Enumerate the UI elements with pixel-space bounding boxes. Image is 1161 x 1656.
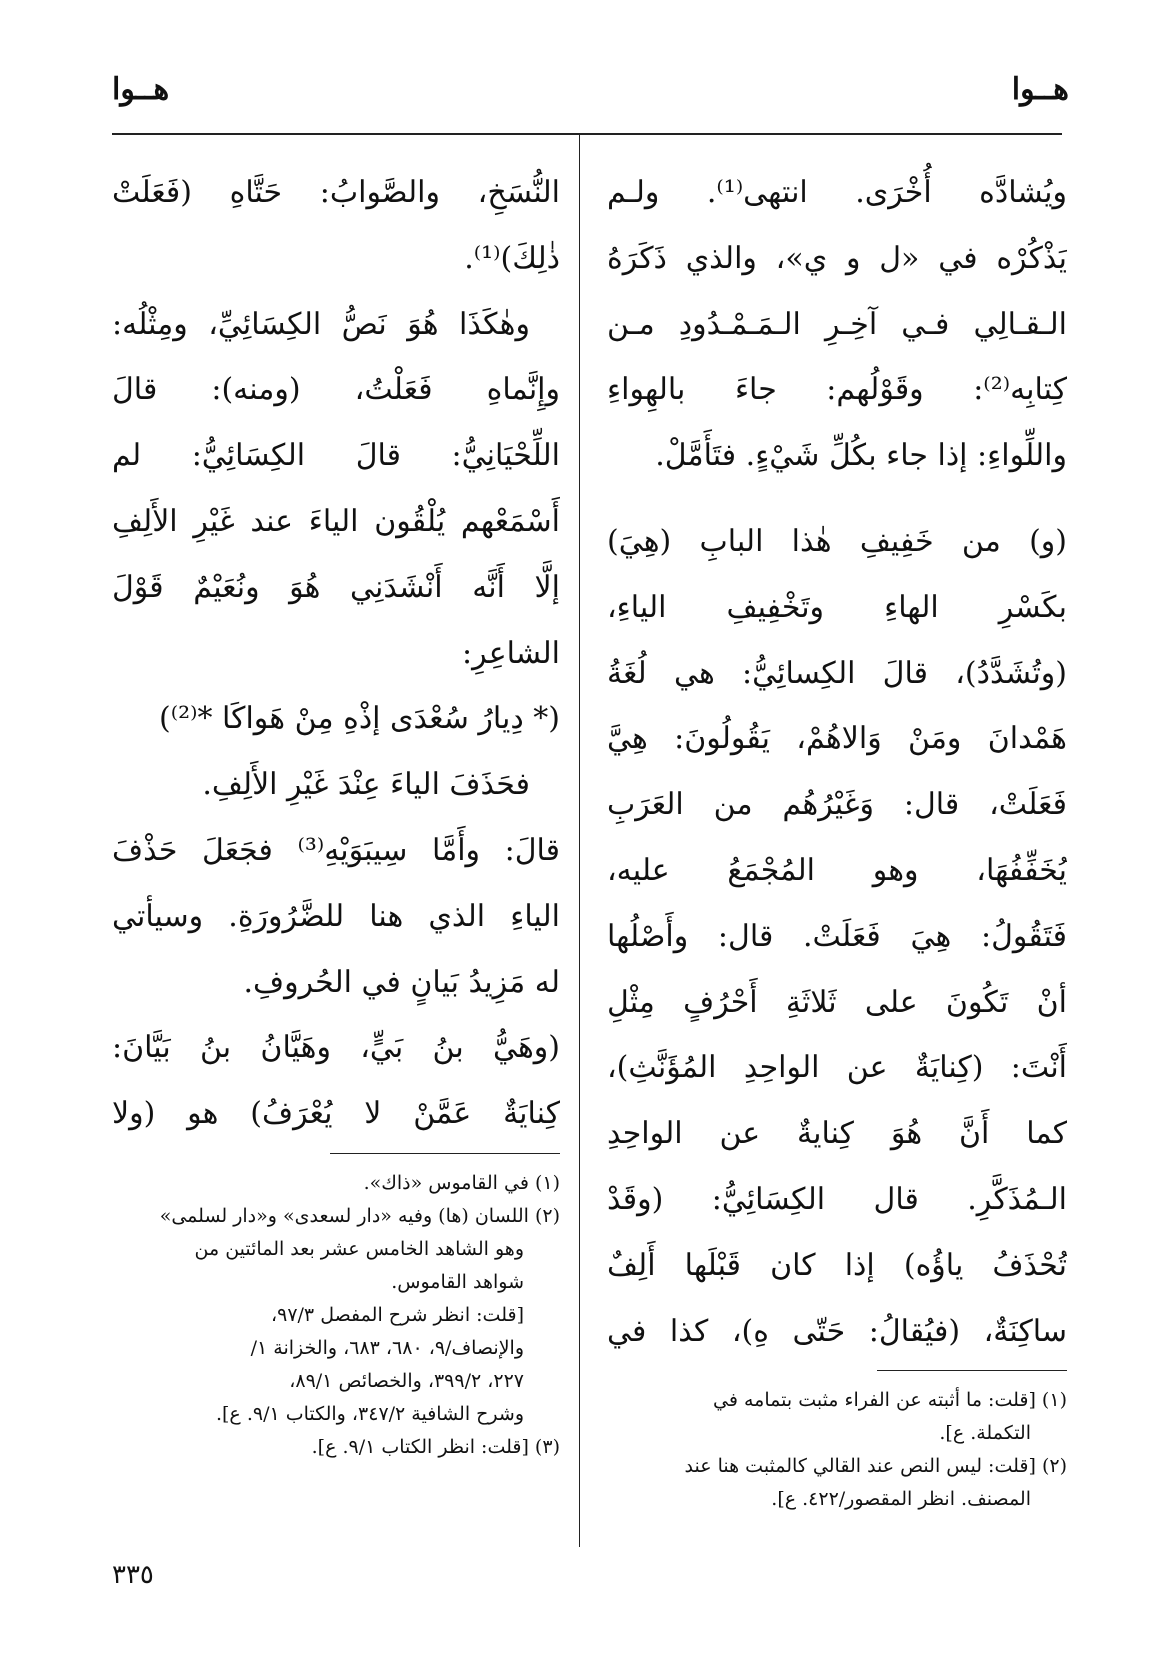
verse-line: (* دِيارُ سُعْدَى إذْهِ مِنْ هَواكَا *⁽²⁾)	[159, 701, 560, 737]
footnote-line: (١) في القاموس «ذاك».	[363, 1172, 560, 1194]
footnote-line: التكملة. ع].	[939, 1422, 1031, 1444]
left-footnotes	[112, 1167, 560, 1464]
text-line: له مَزِيدُ بَيانٍ في الحُروفِ.	[243, 964, 560, 1000]
text-line: أَسْمَعْهم يُلْقُون الياءَ عند غَيْرِ الأَلِفِ	[112, 503, 560, 539]
footnote-rule-left	[330, 1153, 560, 1154]
text-line: اللِّحْيَانِيُّ: قالَ الكِسَائِيُّ: لم	[112, 438, 560, 474]
footnote-line: (١) [قلت: ما أثبته عن الفراء مثبت بتمامه في	[713, 1389, 1067, 1411]
text-line: (وهَيُّ بنُ بَيٍّ، وهَيَّانُ بنُ بَيَّانَ:	[112, 1030, 560, 1066]
text-line: بكَسْرِ الهاءِ وتَخْفِيفِ الياءِ،	[607, 589, 1067, 625]
text-line: فحَذَفَ الياءَ عِنْدَ غَيْرِ الأَلِفِ.	[202, 767, 530, 803]
text-line: الشاعِرِ:	[462, 635, 560, 671]
text-line: (وتُشَدَّدُ)، قالَ الكِسائِيُّ: هي لُغَةُ	[607, 655, 1067, 691]
left-column	[112, 160, 560, 1147]
column-divider	[579, 135, 580, 1547]
text-line: (و) من خَفِيفِ هٰذا البابِ (هِيَ)	[607, 523, 1067, 559]
header-rule	[112, 133, 1062, 135]
text-line: إلَّا أَنَّه أَنْشَدَنِي هُوَ ونُعَيْمٌ قَوْلَ	[112, 569, 560, 605]
footnote-line: ٢٢٧، ٣٩٩/٢، والخصائص ٨٩/١،	[289, 1370, 524, 1392]
text-line: ويُشادَّه أُخْرَى. انتهى⁽¹⁾. ولـم	[607, 175, 1067, 210]
text-line: الـمُذَكَّرِ. قال الكِسَائِيُّ: (وقَدْ	[607, 1181, 1067, 1217]
text-line: وهٰكَذَا هُوَ نَصُّ الكِسَائِيِّ، ومِثْلُه:	[112, 306, 530, 342]
footnote-line: [قلت: انظر شرح المفصل ٩٧/٣،	[270, 1304, 524, 1326]
right-footnotes	[607, 1384, 1067, 1516]
text-line: النُّسَخِ، والصَّوابُ: حَتَّاهِ (فَعَلَتْ	[112, 175, 560, 210]
text-line: يُخَفِّفُهَا، وهو المُجْمَعُ عليه،	[607, 852, 1067, 888]
text-line: كِنايَةٌ عَمَّنْ لا يُعْرَفُ) هو (ولا	[112, 1096, 560, 1132]
footnote-line: (٣) [قلت: انظر الكتاب ٩/١. ع].	[311, 1436, 560, 1458]
text-line: أَنْتَ: (كِنايَةٌ عن الواحِدِ المُؤَنَّثِ)،	[607, 1050, 1067, 1086]
footnote-line: وهو الشاهد الخامس عشر بعد المائتين من	[194, 1238, 524, 1260]
text-line: كِتابِه⁽²⁾: وقَوْلُهم: جاءَ بالهِواءِ	[607, 372, 1067, 408]
text-line: يَذْكُرْه في «ل و ي»، والذي ذَكَرَهُ	[607, 240, 1067, 276]
text-line: ذٰلِكَ)⁽¹⁾.	[464, 240, 560, 276]
text-line: قالَ: وأَمَّا سِيبَوَيْهِ⁽³⁾ فجَعَلَ حَذْفَ	[112, 832, 560, 868]
page-number: ٣٣٥	[112, 1560, 154, 1590]
text-line: كما أَنَّ هُوَ كِنايةٌ عن الواحِدِ	[607, 1116, 1067, 1152]
text-line: تُحْذَفُ ياؤُه) إذا كان قَبْلَها أَلِفٌ	[607, 1247, 1067, 1283]
running-header-right: هــوا	[1011, 72, 1069, 107]
text-line: أنْ تَكُونَ على ثَلاثَةِ أَحْرُفٍ مِثْلِ	[607, 984, 1067, 1020]
footnote-line: والإنصاف/٩، ٦٨٠، ٦٨٣، والخزانة ١/	[250, 1337, 524, 1359]
text-line: الياءِ الذي هنا للضَّرُورَةِ. وسيأتي	[112, 898, 560, 934]
footnote-line: المصنف. انظر المقصور/٤٢٢. ع].	[771, 1488, 1031, 1510]
footnote-line: (٢) اللسان (ها) وفيه «دار لسعدى» و«دار لسلمى»	[159, 1205, 560, 1227]
text-line: هَمْدانَ ومَنْ وَالاهُمْ، يَقُولُونَ: هِيَّ	[607, 721, 1067, 757]
text-line: فَعَلَتْ، قال: وَغَيْرُهُم من العَرَبِ	[607, 787, 1067, 823]
text-line: واللِّواءِ: إذا جاء بكُلِّ شَيْءٍ. فتَأَمَّلْ.	[655, 438, 1067, 474]
footnote-line: (٢) [قلت: ليس النص عند القالي كالمثبت هنا عند	[684, 1455, 1067, 1477]
footnote-line: وشرح الشافية ٣٤٧/٢، والكتاب ٩/١. ع].	[215, 1403, 524, 1425]
text-line: الـقـالِي فـي آخِـرِ الـمَـمْـدُودِ مـن	[607, 306, 1067, 342]
footnote-rule-right	[877, 1370, 1067, 1371]
text-line: وإِنَّماهِ فَعَلْتُ، (ومنه): قالَ	[112, 372, 560, 408]
right-column	[607, 160, 1067, 1364]
running-header-left: هــوا	[112, 72, 170, 107]
footnote-line: شواهد القاموس.	[391, 1271, 524, 1293]
text-line: ساكِنَةٌ، (فيُقالُ: حَتّى هِ)، كذا في	[607, 1313, 1067, 1349]
text-line: فَتَقُولُ: هِيَ فَعَلَتْ. قال: وأَصْلُها	[607, 918, 1067, 954]
